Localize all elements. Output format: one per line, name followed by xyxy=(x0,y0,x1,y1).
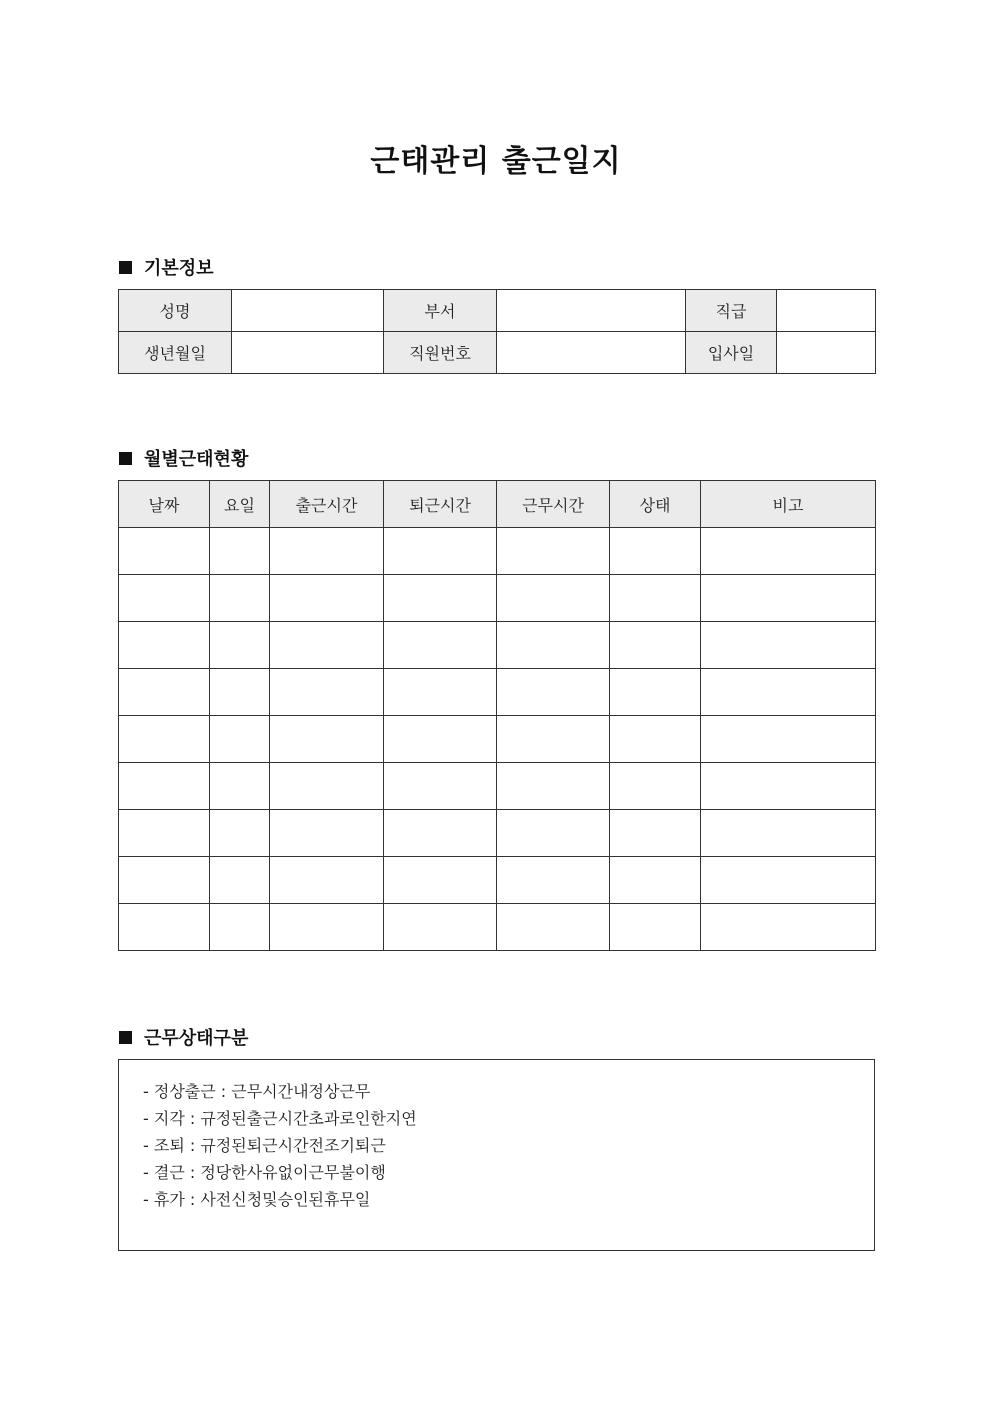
monthly-attendance-heading xyxy=(119,445,248,471)
clock-out-cell[interactable] xyxy=(384,857,497,904)
status-cell[interactable] xyxy=(610,716,701,763)
status-types-heading-label: 근무상태구분 xyxy=(144,1028,249,1049)
column-header-status: 상태 xyxy=(610,481,701,528)
work-hours-cell[interactable] xyxy=(497,622,610,669)
clock-out-cell[interactable] xyxy=(384,528,497,575)
status-types-heading xyxy=(119,1024,248,1050)
status-cell[interactable] xyxy=(610,669,701,716)
table-row xyxy=(119,528,876,575)
monthly-attendance-table xyxy=(118,480,876,951)
date-cell[interactable] xyxy=(119,763,210,810)
birthdate-value-field[interactable] xyxy=(232,332,384,374)
basic-info-heading-label: 기본정보 xyxy=(144,258,214,279)
work-hours-cell[interactable] xyxy=(497,716,610,763)
table-row xyxy=(119,857,876,904)
table-row xyxy=(119,904,876,951)
clock-in-cell[interactable] xyxy=(270,763,384,810)
date-cell[interactable] xyxy=(119,575,210,622)
position-label: 직급 xyxy=(686,290,777,332)
department-value-field[interactable] xyxy=(497,290,686,332)
work-hours-cell[interactable] xyxy=(497,528,610,575)
remarks-cell[interactable] xyxy=(701,857,876,904)
employee-number-label: 직원번호 xyxy=(384,332,497,374)
birthdate-label: 생년월일 xyxy=(119,332,232,374)
table-row xyxy=(119,669,876,716)
work-hours-cell[interactable] xyxy=(497,857,610,904)
name-value-field[interactable] xyxy=(232,290,384,332)
remarks-cell[interactable] xyxy=(701,763,876,810)
date-cell[interactable] xyxy=(119,857,210,904)
status-cell[interactable] xyxy=(610,575,701,622)
column-header-clock-out: 퇴근시간 xyxy=(384,481,497,528)
work-hours-cell[interactable] xyxy=(497,810,610,857)
column-header-remarks: 비고 xyxy=(701,481,876,528)
column-header-work-hours: 근무시간 xyxy=(497,481,610,528)
table-row xyxy=(119,716,876,763)
monthly-attendance-heading-label: 월별근태현황 xyxy=(144,449,249,470)
document-title: 근태관리 출근일지 xyxy=(370,144,622,179)
list-item: - 휴가 : 사전신청및승인된휴무일 xyxy=(143,1190,371,1209)
clock-in-cell[interactable] xyxy=(270,810,384,857)
column-header-date: 날짜 xyxy=(119,481,210,528)
status-cell[interactable] xyxy=(610,904,701,951)
date-cell[interactable] xyxy=(119,810,210,857)
clock-in-cell[interactable] xyxy=(270,669,384,716)
remarks-cell[interactable] xyxy=(701,904,876,951)
basic-info-table xyxy=(118,289,876,374)
status-cell[interactable] xyxy=(610,622,701,669)
remarks-cell[interactable] xyxy=(701,528,876,575)
date-cell[interactable] xyxy=(119,904,210,951)
weekday-cell[interactable] xyxy=(210,575,270,622)
clock-in-cell[interactable] xyxy=(270,528,384,575)
weekday-cell[interactable] xyxy=(210,716,270,763)
clock-out-cell[interactable] xyxy=(384,763,497,810)
square-bullet-icon xyxy=(119,261,132,274)
weekday-cell[interactable] xyxy=(210,810,270,857)
clock-out-cell[interactable] xyxy=(384,669,497,716)
clock-out-cell[interactable] xyxy=(384,810,497,857)
status-types-box xyxy=(118,1059,875,1251)
square-bullet-icon xyxy=(119,452,132,465)
work-hours-cell[interactable] xyxy=(497,669,610,716)
list-item: - 정상출근 : 근무시간내정상근무 xyxy=(143,1082,371,1101)
work-hours-cell[interactable] xyxy=(497,763,610,810)
position-value-field[interactable] xyxy=(777,290,876,332)
table-row xyxy=(119,810,876,857)
table-row xyxy=(119,763,876,810)
status-cell[interactable] xyxy=(610,763,701,810)
employee-number-value-field[interactable] xyxy=(497,332,686,374)
list-item: - 지각 : 규정된출근시간초과로인한지연 xyxy=(143,1109,417,1128)
weekday-cell[interactable] xyxy=(210,857,270,904)
clock-out-cell[interactable] xyxy=(384,575,497,622)
weekday-cell[interactable] xyxy=(210,528,270,575)
clock-in-cell[interactable] xyxy=(270,857,384,904)
basic-info-heading xyxy=(119,254,214,280)
remarks-cell[interactable] xyxy=(701,810,876,857)
list-item: - 결근 : 정당한사유없이근무불이행 xyxy=(143,1163,386,1182)
work-hours-cell[interactable] xyxy=(497,575,610,622)
remarks-cell[interactable] xyxy=(701,669,876,716)
date-cell[interactable] xyxy=(119,622,210,669)
clock-out-cell[interactable] xyxy=(384,716,497,763)
date-cell[interactable] xyxy=(119,528,210,575)
status-cell[interactable] xyxy=(610,857,701,904)
clock-in-cell[interactable] xyxy=(270,622,384,669)
clock-out-cell[interactable] xyxy=(384,904,497,951)
basic-info-row xyxy=(119,332,876,374)
status-types-list xyxy=(119,1060,874,1213)
list-item: - 조퇴 : 규정된퇴근시간전조기퇴근 xyxy=(143,1136,386,1155)
weekday-cell[interactable] xyxy=(210,904,270,951)
square-bullet-icon xyxy=(119,1031,132,1044)
clock-in-cell[interactable] xyxy=(270,904,384,951)
basic-info-row xyxy=(119,290,876,332)
department-label: 부서 xyxy=(384,290,497,332)
monthly-header-row xyxy=(119,481,876,528)
weekday-cell[interactable] xyxy=(210,763,270,810)
remarks-cell[interactable] xyxy=(701,575,876,622)
date-cell[interactable] xyxy=(119,716,210,763)
hire-date-label: 입사일 xyxy=(686,332,777,374)
column-header-weekday: 요일 xyxy=(210,481,270,528)
weekday-cell[interactable] xyxy=(210,622,270,669)
remarks-cell[interactable] xyxy=(701,716,876,763)
weekday-cell[interactable] xyxy=(210,669,270,716)
date-cell[interactable] xyxy=(119,669,210,716)
name-label: 성명 xyxy=(119,290,232,332)
remarks-cell[interactable] xyxy=(701,622,876,669)
status-cell[interactable] xyxy=(610,810,701,857)
status-cell[interactable] xyxy=(610,528,701,575)
hire-date-value-field[interactable] xyxy=(777,332,876,374)
clock-out-cell[interactable] xyxy=(384,622,497,669)
table-row xyxy=(119,575,876,622)
clock-in-cell[interactable] xyxy=(270,716,384,763)
column-header-clock-in: 출근시간 xyxy=(270,481,384,528)
table-row xyxy=(119,622,876,669)
clock-in-cell[interactable] xyxy=(270,575,384,622)
work-hours-cell[interactable] xyxy=(497,904,610,951)
